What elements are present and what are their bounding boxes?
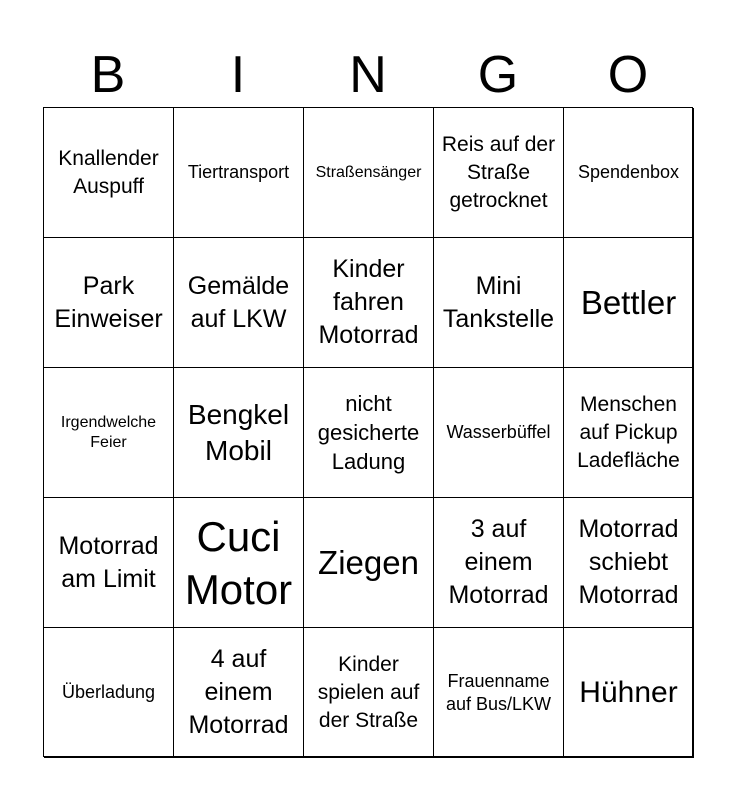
bingo-cell-label: 4 auf einem Motorrad [188,645,289,739]
bingo-cell-label: Frauenname auf Bus/LKW [445,670,552,714]
bingo-cell-label: Überladung [61,682,156,702]
bingo-cell-label: Cuci Motor [184,512,293,613]
bingo-cell-label: Wasserbüffel [446,422,551,442]
bingo-board [43,107,693,757]
bingo-cell-label: 3 auf einem Motorrad [448,515,549,609]
bingo-cell-label: Motorrad schiebt Motorrad [578,515,679,609]
bingo-cell-r3-c3[interactable] [434,498,564,628]
bingo-cell-r4-c3[interactable] [434,628,564,758]
bingo-cell-label: Tiertransport [187,162,290,182]
bingo-cell-label: Menschen auf Pickup Ladefläche [577,392,680,472]
bingo-cell-label: nicht gesicherte Ladung [317,391,420,474]
bingo-cell-label: Straßensänger [315,163,422,181]
bingo-cell-r2-c4[interactable] [564,368,694,498]
bingo-cell-r0-c2[interactable] [304,108,434,238]
bingo-header [43,44,693,106]
bingo-cell-r1-c2[interactable] [304,238,434,368]
bingo-cell-r2-c2[interactable] [304,368,434,498]
bingo-cell-label: Reis auf der Straße getrocknet [441,132,556,212]
header-letter-n: N [349,46,387,104]
header-letter-o: O [607,46,649,104]
bingo-cell-label: Mini Tankstelle [442,271,555,333]
bingo-cell-r4-c4[interactable] [564,628,694,758]
bingo-cell-label: Knallender Auspuff [58,146,159,198]
bingo-cell-r3-c1[interactable] [174,498,304,628]
bingo-cell-r4-c2[interactable] [304,628,434,758]
bingo-cell-label: Spendenbox [577,162,680,182]
bingo-cell-label: Bettler [580,283,677,321]
bingo-cell-label: Bengkel Mobil [187,398,290,466]
header-letter-i: I [230,46,246,104]
bingo-cell-r3-c0[interactable] [44,498,174,628]
header-letter-b: B [90,46,126,104]
bingo-cell-r0-c0[interactable] [44,108,174,238]
bingo-cell-r4-c1[interactable] [174,628,304,758]
bingo-cell-r0-c3[interactable] [434,108,564,238]
bingo-cell-r2-c3[interactable] [434,368,564,498]
bingo-cell-label: Kinder spielen auf der Straße [317,652,420,732]
bingo-cell-r4-c0[interactable] [44,628,174,758]
bingo-cell-label: Park Einweiser [54,271,163,333]
bingo-cell-r1-c4[interactable] [564,238,694,368]
bingo-cell-label: Motorrad am Limit [58,531,159,593]
header-letter-g: G [477,46,519,104]
bingo-cell-r1-c0[interactable] [44,238,174,368]
bingo-cell-label: Ziegen [318,543,419,581]
bingo-cell-label: Gemälde auf LKW [187,271,290,333]
bingo-cell-r2-c0[interactable] [44,368,174,498]
bingo-cell-r1-c1[interactable] [174,238,304,368]
bingo-cell-label: Irgendwelche Feier [60,413,157,451]
bingo-cell-r1-c3[interactable] [434,238,564,368]
bingo-cell-r0-c1[interactable] [174,108,304,238]
bingo-cell-r3-c4[interactable] [564,498,694,628]
bingo-cell-label: Kinder fahren Motorrad [318,255,419,349]
bingo-cell-r3-c2[interactable] [304,498,434,628]
bingo-cell-label: Hühner [579,675,678,709]
bingo-cell-r0-c4[interactable] [564,108,694,238]
bingo-cell-r2-c1[interactable] [174,368,304,498]
